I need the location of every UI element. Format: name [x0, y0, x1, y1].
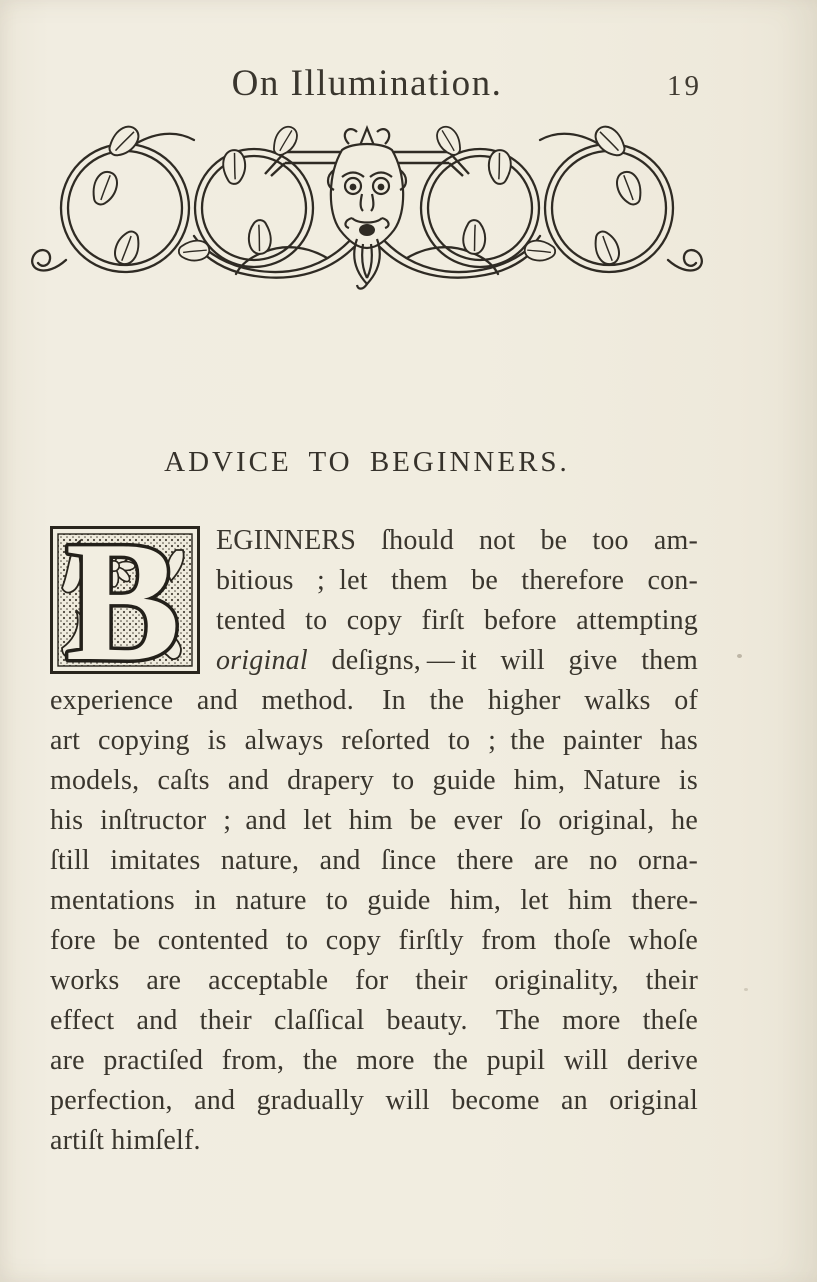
text-line: works are acceptable for their originality, their	[50, 965, 698, 996]
running-head	[22, 0, 712, 118]
drop-cap-initial-B	[50, 526, 200, 674]
body-text	[50, 521, 698, 1161]
paper-fleck	[737, 654, 742, 658]
text-line: fore be contented to copy firſtly from thoſe whoſe	[50, 925, 698, 956]
text-line: his inſtructor ; and let him be ever ſo original, he	[50, 805, 698, 836]
text-line: perfection, and gradually will become an original	[50, 1085, 698, 1116]
text-line: models, caſts and drapery to guide him, Nature is	[50, 765, 698, 796]
paper-fleck	[744, 988, 748, 991]
page-content	[22, 0, 712, 1161]
text-line: bitious ; let them be therefore con-	[216, 565, 698, 596]
text-line: experience and method. In the higher walks of	[50, 685, 698, 716]
svg-text:B: B	[65, 526, 181, 674]
grotesque-mask-scroll-ornament-icon	[22, 118, 712, 290]
text-line: original deſigns, — it will give them	[216, 645, 698, 676]
section-heading: ADVICE TO BEGINNERS.	[164, 446, 570, 478]
text-line: artiſt himſelf.	[50, 1125, 201, 1156]
text-line: tented to copy firſt before attempting	[216, 605, 698, 636]
text-line: effect and their claſſical beauty. The more theſe	[50, 1005, 698, 1036]
text-line: are practiſed from, the more the pupil will derive	[50, 1045, 698, 1076]
ornate-initial-B-icon	[50, 526, 200, 674]
running-head-title: On Illumination.	[231, 63, 503, 104]
text-line: art copying is always reſorted to ; the painter has	[50, 725, 698, 756]
text-line: EGINNERS ſhould not be too am-	[216, 525, 698, 556]
headpiece-ornament	[22, 118, 712, 290]
text-line: mentations in nature to guide him, let him there-	[50, 885, 698, 916]
text-line: ſtill imitates nature, and ſince there are no orna-	[50, 845, 698, 876]
page-number: 19	[667, 70, 702, 102]
